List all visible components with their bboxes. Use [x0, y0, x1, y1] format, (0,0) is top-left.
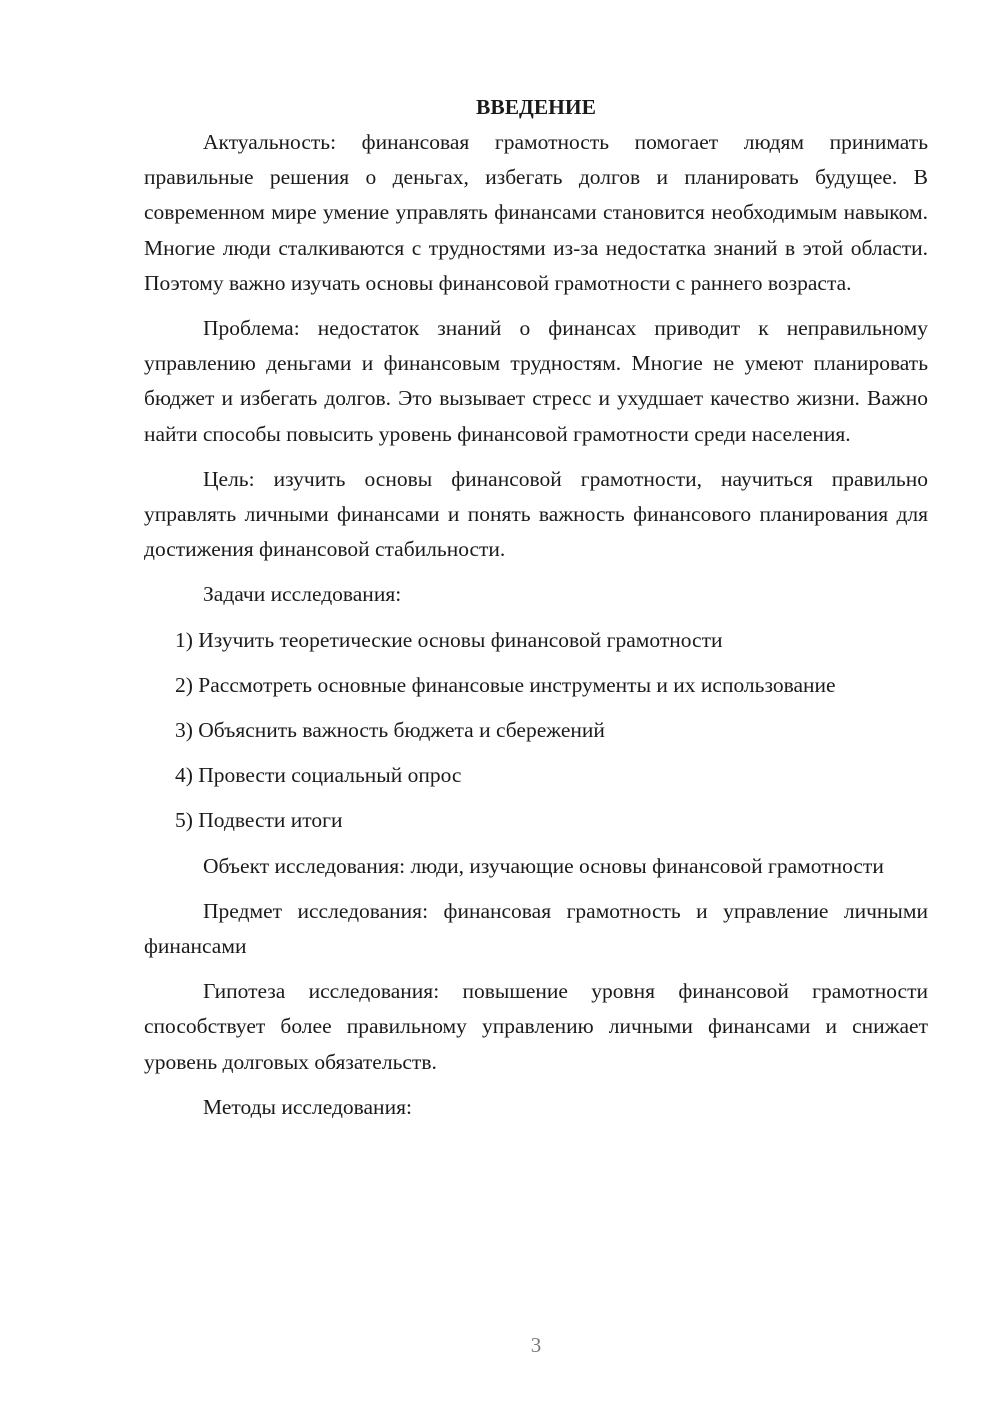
task-item-3: 3) Объяснить важность бюджета и сбережений [175, 718, 605, 743]
task-item-4: 4) Провести социальный опрос [175, 763, 462, 788]
object-paragraph: Объект исследования: люди, изучающие основы финансовой грамотности [203, 853, 884, 878]
task-item-5: 5) Подвести итоги [175, 808, 343, 833]
problem-paragraph: Проблема: недостаток знаний о финансах приводит к неправильному управлению деньгами и финансовым трудностям. Многие не умеют планировать бюджет и избегать долгов. Это вызывает стресс и ухудшает качество жизни. Важно найти способы повысить уровень финансовой грамотности среди населения. [144, 316, 928, 446]
goal-paragraph: Цель: изучить основы финансовой грамотности, научиться правильно управлять личными финансами и понять важность финансового планирования для достижения финансовой стабильности. [144, 466, 928, 562]
task-item-1: 1) Изучить теоретические основы финансовой грамотности [175, 627, 723, 652]
relevance-paragraph: Актуальность: финансовая грамотность помогает людям принимать правильные решения о деньгах, избегать долгов и планировать будущее. В современном мире умение управлять финансами становится необходимым навыком. Многие люди сталкиваются с трудностями из-за недостатка знаний в этой области. Поэтому важно изучать основы финансовой грамотности с раннего возраста. [144, 130, 928, 295]
hypothesis-paragraph: Гипотеза исследования: повышение уровня финансовой грамотности способствует более правильному управлению личными финансами и снижает уровень долговых обязательств. [144, 979, 928, 1074]
tasks-heading: Задачи исследования: [203, 582, 402, 607]
methods-heading: Методы исследования: [203, 1094, 412, 1119]
subject-paragraph: Предмет исследования: финансовая грамотность и управление личными финансами [144, 898, 928, 959]
page-title: ВВЕДЕНИЕ [476, 95, 596, 119]
task-item-2: 2) Рассмотреть основные финансовые инструменты и их использование [175, 672, 836, 697]
page-number: 3 [530, 1333, 542, 1357]
document-page [144, 90, 928, 1135]
